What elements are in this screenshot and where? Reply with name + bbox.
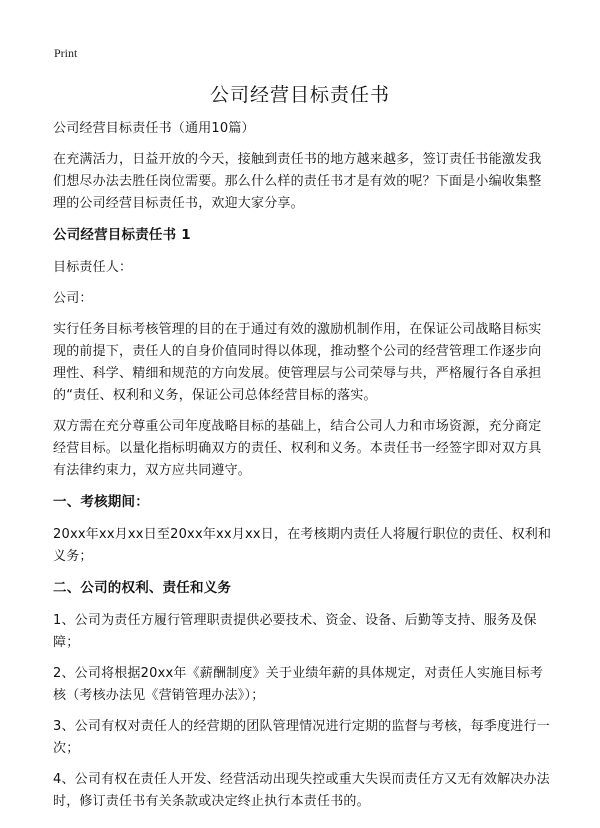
list-item: 4、公司有权在责任人开发、经营活动出现失控或重大失误而责任方又无有效解决办法时，修订责任书有关条款或决定终止执行本责任书的。 bbox=[53, 772, 550, 809]
list-item: 3、公司有权对责任人的经营期的团队管理情况进行定期的监督与考核，每季度进行一次； bbox=[53, 719, 550, 756]
period-heading: 一、考核期间： bbox=[53, 494, 149, 510]
agreement-paragraph: 双方需在充分尊重公司年度战略目标的基础上，结合公司人力和市场资源，充分商定经营目标。以量化指标明确双方的责任、权利和义务。本责任书一经签字即对双方具有法律约束力，双方应共同遵守。 bbox=[53, 419, 542, 478]
list-item: 2、公司将根据20xx年《薪酬制度》关于业绩年薪的具体规定，对责任人实施目标考核（考核办法见《营销管理办法》）； bbox=[53, 666, 544, 703]
section-heading: 公司经营目标责任书 1 bbox=[53, 227, 191, 243]
print-link[interactable]: Print bbox=[54, 46, 78, 60]
target-person-line: 目标责任人： bbox=[53, 260, 133, 275]
document-subtitle: 公司经营目标责任书（通用10篇） bbox=[53, 121, 255, 136]
purpose-paragraph: 实行任务目标考核管理的目的在于通过有效的激励机制作用，在保证公司战略目标实现的前提下，责任人的自身价值同时得以体现，推动整个公司的经营管理工作逐步向理性、科学、精细和规范的方向发展。使管理层与公司荣辱与共，严格履行各自承担的“责任、权利和义务，保证公司总体经营目标的落实。 bbox=[53, 322, 542, 403]
company-line: 公司： bbox=[53, 291, 93, 306]
period-paragraph: 20xx年xx月xx日至20xx年xx月xx日，在考核期内责任人将履行职位的责任、权利和义务； bbox=[53, 527, 552, 564]
document-body bbox=[53, 118, 553, 822]
document-title: 公司经营目标责任书 bbox=[209, 84, 390, 106]
list-item: 1、公司为责任方履行管理职责提供必要技术、资金、设备、后勤等支持、服务及保障； bbox=[53, 613, 537, 650]
intro-paragraph: 在充满活力，日益开放的今天，接触到责任书的地方越来越多，签订责任书能激发我们想尽办法去胜任岗位需要。那么什么样的责任书才是有效的呢？下面是小编收集整理的公司经营目标责任书，欢迎大家分享。 bbox=[53, 152, 542, 211]
rights-heading: 二、公司的权利、责任和义务 bbox=[53, 580, 232, 596]
